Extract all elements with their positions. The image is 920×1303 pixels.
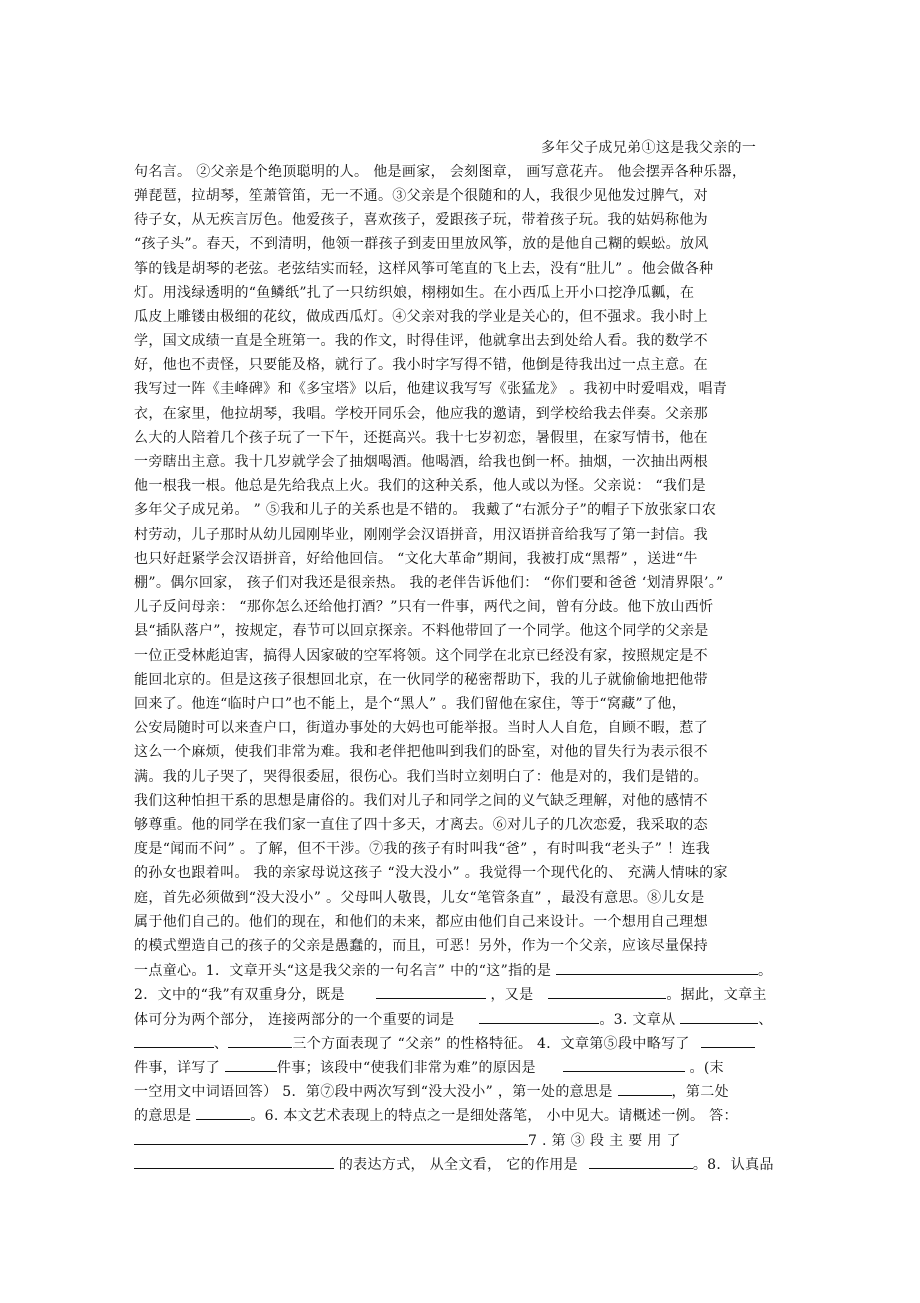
passage-line: 棚”。偶尔回家， 孩子们对我还是很亲热。 我的老伴告诉他们： “你们要和爸爸 ‘划清界限’。” [134, 575, 724, 591]
passage-line: 筝的钱是胡琴的老弦。老弦结实而轻，这样风筝可笔直的飞上去，没有“肚儿” 。他会做各种 [134, 261, 714, 277]
question-text: 、 [758, 1012, 773, 1028]
answer-blank[interactable] [228, 1034, 292, 1048]
passage-line: 我们这种怕担干系的思想是庸俗的。我们对儿子和同学之间的义气缺乏理解，对他的感情不 [134, 793, 708, 809]
question-4 [134, 1058, 724, 1077]
question-text: 。6. 本文艺术表现上的特点之一是细处落笔， 小中见大。请概述一例。 答： [250, 1108, 738, 1124]
question-text: 7 . 第 ③ 段 主 要 用 了 [528, 1133, 681, 1149]
passage-line: 弹琵琶，拉胡琴，笙萧管笛，无一不通。③父亲是个很随和的人，我很少见他发过脾气，对 [134, 188, 708, 204]
passage-line: 度是“闻而不问” 。了解，但不干涉。⑦我的孩子有时叫我“爸” ，有时叫我“老头子” ！连我 [134, 841, 711, 857]
question-2 [134, 985, 767, 1004]
question-text: 三个方面表现了 “父亲” 的性格特征。 4．文章第⑤段中略写了 [292, 1036, 690, 1052]
answer-blank[interactable] [376, 985, 486, 999]
passage-line: 这么一个麻烦，使我们非常为难。我和老伴把他叫到我们的卧室，对他的冒失行为表示很不 [134, 744, 708, 760]
question-7-cont [134, 1155, 774, 1174]
passage-line: 我写过一阵《圭峰碑》和《多宝塔》以后，他建议我写写《张猛龙》 。我初中时爱唱戏，唱青 [134, 381, 728, 397]
passage-line: 村劳动，儿子那时从幼儿园刚毕业，刚刚学会汉语拼音，用汉语拼音给我写了第一封信。我 [134, 527, 708, 543]
answer-blank[interactable] [680, 1010, 758, 1024]
passage-line: 满。我的儿子哭了，哭得很委屈，很伤心。我们当时立刻明白了：他是对的，我们是错的。 [134, 769, 708, 785]
answer-blank[interactable] [563, 1058, 685, 1072]
passage-line: 庭，首先必须做到“没大没小” 。父母叫人敬畏，儿女“笔管条直” ，最没有意思。⑧儿女是 [134, 890, 705, 906]
passage-line: 一位正受林彪迫害，搞得人因家破的空军将领。这个同学在北京已经没有家，按照规定是不 [134, 648, 708, 664]
passage-line: 多年父子成兄弟。 ” ⑤我和儿子的关系也是不错的。 我戴了“右派分子”的帽子下放张家口农 [134, 502, 717, 518]
question-6 [134, 1106, 738, 1125]
question-text: 。据此，文章主 [666, 987, 767, 1003]
question-text: 。3. 文章从 [599, 1012, 676, 1028]
question-text: 件事，详写了 [134, 1060, 221, 1076]
passage-line: 够尊重。他的同学在我们家一直住了四十多天，才离去。⑥对儿子的几次恋爱，我采取的态 [134, 817, 708, 833]
question-text: 的表达方式， 从全文看， 它的作用是 [338, 1157, 579, 1173]
passage-line: 灯。用浅绿透明的“鱼鳞纸”扎了一只纺织娘，栩栩如生。在小西瓜上开小口挖净瓜瓤，在 [134, 285, 695, 301]
question-text: 体可分为两个部分， 连接两部分的一个重要的词是 [134, 1012, 455, 1028]
question-text: 一空用文中词语回答） 5．第⑦段中两次写到“没大没小” ，第一处的意思是 [134, 1084, 613, 1100]
question-text: 。(末 [689, 1060, 725, 1076]
question-2-cont [134, 1010, 773, 1029]
passage-line: 儿子反问母亲： “那你怎么还给他打酒？”只有一件事，两代之间，曾有分歧。他下放山西忻 [134, 599, 714, 615]
passage-line: 也只好赶紧学会汉语拼音，好给他回信。 “文化大革命”期间，我被打成“黑帮” ，送进“牛 [134, 551, 698, 567]
passage-line: 待子女，从无疾言厉色。他爱孩子，喜欢孩子，爱跟孩子玩，带着孩子玩。我的姑妈称他为 [134, 212, 708, 228]
answer-blank[interactable] [701, 1034, 755, 1048]
question-text: 。8．认真品 [692, 1157, 774, 1173]
answer-blank[interactable] [479, 1010, 599, 1024]
passage-line: 好，他也不责怪，只要能及格，就行了。我小时字写得不错，他倒是待我出过一点主意。在 [134, 357, 708, 373]
question-3 [134, 1034, 755, 1053]
passage-line: 回来了。他连“临时户口”也不能上，是个“黑人” 。我们留他在家住，等于“窝藏”了他， [134, 696, 687, 712]
question-text: 2．文中的“我”有双重身分，既是 [134, 987, 345, 1003]
question-text: ，又是 [490, 987, 534, 1003]
passage-line: 能回北京的。但是这孩子很想回北京，在一伙同学的秘密帮助下，我的儿子就偷偷地把他带 [134, 672, 708, 688]
passage-line: “孩子头”。春天，不到清明，他领一群孩子到麦田里放风筝，放的是他自己糊的蜈蚣。放风 [134, 236, 709, 252]
passage-line: 么大的人陪着几个孩子玩了一下午，还挺高兴。我十七岁初恋，暑假里，在家写情书，他在 [134, 430, 708, 446]
passage-line: 句名言。 ②父亲是个绝顶聪明的人。 他是画家， 会刻图章， 画写意花卉。 他会摆弄各种乐器， [134, 164, 747, 180]
answer-blank[interactable] [196, 1106, 250, 1120]
answer-blank[interactable] [134, 1034, 214, 1048]
question-7 [134, 1131, 681, 1150]
passage-line: 瓜皮上雕镂由极细的花纹，做成西瓜灯。④父亲对我的学业是关心的，但不强求。我小时上 [134, 309, 708, 325]
question-5 [134, 1082, 729, 1101]
question-1 [134, 961, 772, 980]
answer-blank[interactable] [548, 985, 666, 999]
passage-line: 的模式塑造自己的孩子的父亲是愚蠢的，而且，可恶！另外，作为一个父亲，应该尽量保持 [134, 938, 708, 954]
answer-blank[interactable] [589, 1155, 693, 1169]
answer-blank[interactable] [134, 1155, 334, 1169]
passage-line: 公安局随时可以来查户口，街道办事处的大妈也可能举报。当时人人自危，自顾不暇，惹了 [134, 720, 708, 736]
passage-line: 属于他们自己的。他们的现在，和他们的未来，都应由他们自己来设计。一个想用自己理想 [134, 914, 708, 930]
question-text: 的意思是 [134, 1108, 192, 1124]
passage-line: 多年父子成兄弟①这是我父亲的一 [541, 140, 757, 156]
passage-line: 学，国文成绩一直是全班第一。我的作文，时得佳评，他就拿出去到处给人看。我的数学不 [134, 333, 708, 349]
answer-blank[interactable] [225, 1058, 277, 1072]
answer-blank[interactable] [134, 1131, 528, 1145]
passage-line: 的孙女也跟着叫。 我的亲家母说这孩子 “没大没小” 。我觉得一个现代化的、 充满人情味的家 [134, 865, 728, 881]
passage-line: 一旁瞎出主意。我十几岁就学会了抽烟喝酒。他喝酒，给我也倒一杯。抽烟，一次抽出两根 [134, 454, 708, 470]
question-text: 一点童心。1．文章开头“这是我父亲的一句名言” 中的“这”指的是 [134, 963, 552, 979]
passage-line: 他一根我一根。他总是先给我点上火。我们的这种关系，他人或以为怪。父亲说： “我们是 [134, 478, 706, 494]
question-text: ，第二处 [671, 1084, 729, 1100]
answer-blank[interactable] [556, 961, 758, 975]
passage-line: 衣，在家里，他拉胡琴，我唱。学校开同乐会，他应我的邀请，到学校给我去伴奏。父亲那 [134, 406, 708, 422]
answer-blank[interactable] [618, 1082, 672, 1096]
question-text: 件事；该段中“使我们非常为难”的原因是 [276, 1060, 536, 1076]
passage-line: 县“插队落户”，按规定，春节可以回京探亲。不料他带回了一个同学。他这个同学的父亲是 [134, 623, 709, 639]
question-text: 。 [758, 963, 773, 979]
question-text: 、 [214, 1036, 229, 1052]
